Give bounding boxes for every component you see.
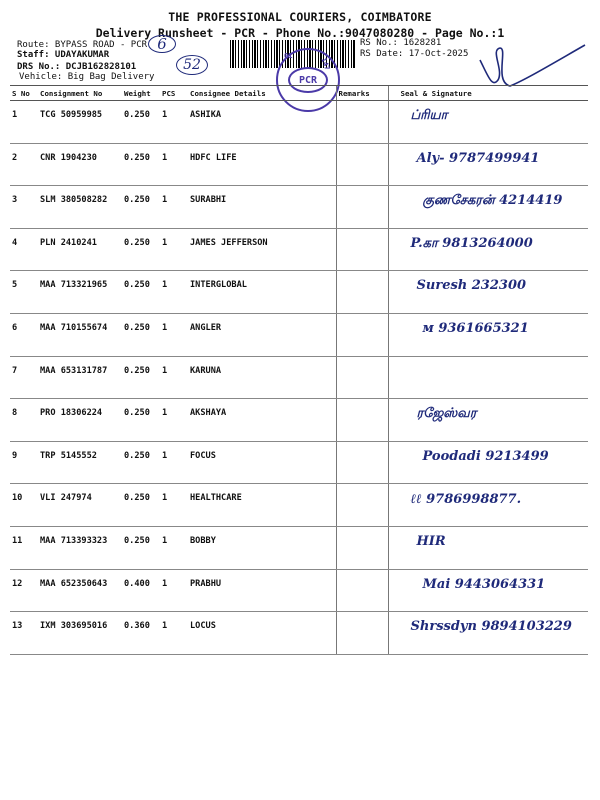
table-row — [10, 271, 588, 314]
consignment-cell: MAA 713393323 — [38, 526, 122, 569]
consignee-cell: JAMES JEFFERSON — [188, 228, 336, 271]
remarks-cell — [336, 186, 388, 229]
consignee-cell: FOCUS — [188, 441, 336, 484]
table-row — [10, 313, 588, 356]
weight-cell: 0.250 — [122, 526, 160, 569]
weight-cell: 0.250 — [122, 356, 160, 399]
drs-number: DRS No.: DCJB162828101 — [17, 62, 137, 72]
table-row — [10, 356, 588, 399]
pcs-cell: 1 — [160, 313, 188, 356]
weight-cell: 0.250 — [122, 399, 160, 442]
stamp-ring-text-right: 147 — [319, 56, 332, 72]
weight-cell: 0.400 — [122, 569, 160, 612]
col-remarks: Remarks — [336, 86, 388, 101]
stamp-ring-text: 01 — [284, 52, 293, 60]
table-row — [10, 143, 588, 186]
sno-cell: 10 — [10, 484, 38, 527]
table-row — [10, 399, 588, 442]
signature-cell — [388, 399, 588, 442]
handwritten-signature: Suresh 232300 — [416, 278, 527, 294]
pcs-cell: 1 — [160, 441, 188, 484]
signature-cell — [388, 101, 588, 144]
sno-cell: 6 — [10, 313, 38, 356]
sno-cell: 9 — [10, 441, 38, 484]
remarks-cell — [336, 484, 388, 527]
pcs-cell: 1 — [160, 186, 188, 229]
sno-cell: 8 — [10, 399, 38, 442]
pcs-cell: 1 — [160, 399, 188, 442]
consignment-cell: MAA 653131787 — [38, 356, 122, 399]
col-weight: Weight — [122, 86, 160, 101]
consignment-cell: PLN 2410241 — [38, 228, 122, 271]
handwritten-signature: HIR — [416, 533, 446, 549]
consignee-cell: SURABHI — [188, 186, 336, 229]
weight-cell: 0.250 — [122, 484, 160, 527]
consignee-cell: PRABHU — [188, 569, 336, 612]
remarks-cell — [336, 228, 388, 271]
consignee-cell: HEALTHCARE — [188, 484, 336, 527]
weight-cell: 0.250 — [122, 101, 160, 144]
signature-cell — [388, 484, 588, 527]
signature-cell — [388, 186, 588, 229]
pcs-cell: 1 — [160, 484, 188, 527]
consignee-cell: AKSHAYA — [188, 399, 336, 442]
col-consignee: Consignee Details — [188, 86, 336, 101]
pcs-cell: 1 — [160, 526, 188, 569]
signature-cell — [388, 271, 588, 314]
consignment-cell: MAA 652350643 — [38, 569, 122, 612]
document-subtitle: Delivery Runsheet - PCR - Phone No.:9047080280 - Page No.:1 — [95, 26, 505, 40]
signature-cell — [388, 441, 588, 484]
col-pcs: PCS — [160, 86, 188, 101]
table-row — [10, 484, 588, 527]
route-label: Route: BYPASS ROAD - PCR — [17, 40, 148, 50]
sno-cell: 1 — [10, 101, 38, 144]
consignee-cell: BOBBY — [188, 526, 336, 569]
remarks-cell — [336, 612, 388, 655]
signature-cell — [388, 143, 588, 186]
remarks-cell — [336, 356, 388, 399]
pcs-cell: 1 — [160, 356, 188, 399]
pcs-cell: 1 — [160, 569, 188, 612]
consignment-cell: PRO 18306224 — [38, 399, 122, 442]
sno-cell: 5 — [10, 271, 38, 314]
pcs-cell: 1 — [160, 271, 188, 314]
remarks-cell — [336, 399, 388, 442]
handwritten-signature: ℓℓ 9786998877. — [410, 492, 522, 508]
table-row — [10, 526, 588, 569]
weight-cell: 0.250 — [122, 441, 160, 484]
signature-cell — [388, 612, 588, 655]
consignment-cell: MAA 713321965 — [38, 271, 122, 314]
handwritten-signature: Shrssdyn 9894103229 — [410, 619, 572, 635]
weight-cell: 0.360 — [122, 612, 160, 655]
pcs-cell: 1 — [160, 228, 188, 271]
sno-cell: 7 — [10, 356, 38, 399]
remarks-cell — [336, 313, 388, 356]
runsheet-table — [10, 85, 588, 655]
signature-cell — [388, 356, 588, 399]
table-row — [10, 569, 588, 612]
table-row — [10, 441, 588, 484]
handwritten-signature: P.கா 9813264000 — [410, 235, 533, 251]
remarks-cell — [336, 441, 388, 484]
handwritten-circled-count: 6 — [148, 35, 176, 53]
document-title: THE PROFESSIONAL COURIERS, COIMBATORE — [168, 10, 432, 24]
handwritten-signature: ப்ரியா — [410, 108, 448, 123]
col-sno: S No — [10, 86, 38, 101]
col-signature: Seal & Signature — [388, 86, 588, 101]
weight-cell: 0.250 — [122, 313, 160, 356]
handwritten-signature: ரஜேஸ்வர — [416, 406, 477, 422]
rs-number: RS No.: 1628281 — [360, 38, 442, 48]
handwritten-signature: Aly- 9787499941 — [416, 150, 540, 166]
pcs-cell: 1 — [160, 143, 188, 186]
table-row — [10, 101, 588, 144]
handwritten-signature: ᴍ 9361665321 — [422, 320, 529, 336]
rs-date: RS Date: 17-Oct-2025 — [360, 49, 469, 59]
vehicle-label: Vehicle: Big Bag Delivery — [19, 72, 155, 82]
consignee-cell: ANGLER — [188, 313, 336, 356]
runsheet-table-wrap — [10, 85, 588, 655]
consignment-cell: TRP 5145552 — [38, 441, 122, 484]
consignment-cell: IXM 303695016 — [38, 612, 122, 655]
consignment-cell: MAA 710155674 — [38, 313, 122, 356]
col-consignment: Consignment No — [38, 86, 122, 101]
signature-cell — [388, 526, 588, 569]
table-row — [10, 612, 588, 655]
consignee-cell: INTERGLOBAL — [188, 271, 336, 314]
sno-cell: 3 — [10, 186, 38, 229]
stamp-inner: PCR — [288, 67, 328, 93]
weight-cell: 0.250 — [122, 271, 160, 314]
pcs-cell: 1 — [160, 612, 188, 655]
consignee-cell: ASHIKA — [188, 101, 336, 144]
handwritten-signature: Mai 9443064331 — [422, 576, 546, 592]
signature-cell — [388, 228, 588, 271]
table-row — [10, 228, 588, 271]
sno-cell: 13 — [10, 612, 38, 655]
signature-cell — [388, 313, 588, 356]
handwritten-signature: குணசேகரன் 4214419 — [422, 193, 563, 209]
consignee-cell: KARUNA — [188, 356, 336, 399]
consignee-cell: LOCUS — [188, 612, 336, 655]
remarks-cell — [336, 526, 388, 569]
remarks-cell — [336, 101, 388, 144]
weight-cell: 0.250 — [122, 228, 160, 271]
sno-cell: 2 — [10, 143, 38, 186]
signature-cell — [388, 569, 588, 612]
handwritten-count: 52 — [176, 55, 208, 75]
weight-cell: 0.250 — [122, 186, 160, 229]
table-row — [10, 186, 588, 229]
handwritten-signature: Poodadi 9213499 — [422, 448, 549, 464]
sno-cell: 11 — [10, 526, 38, 569]
table-header-row — [10, 86, 588, 101]
consignment-cell: VLI 247974 — [38, 484, 122, 527]
consignment-cell: CNR 1904230 — [38, 143, 122, 186]
remarks-cell — [336, 143, 388, 186]
sno-cell: 4 — [10, 228, 38, 271]
consignment-cell: SLM 380508282 — [38, 186, 122, 229]
weight-cell: 0.250 — [122, 143, 160, 186]
staff-label: Staff: UDAYAKUMAR — [17, 50, 110, 60]
sno-cell: 12 — [10, 569, 38, 612]
remarks-cell — [336, 569, 388, 612]
consignee-cell: HDFC LIFE — [188, 143, 336, 186]
consignment-cell: TCG 50959985 — [38, 101, 122, 144]
pcs-cell: 1 — [160, 101, 188, 144]
remarks-cell — [336, 271, 388, 314]
